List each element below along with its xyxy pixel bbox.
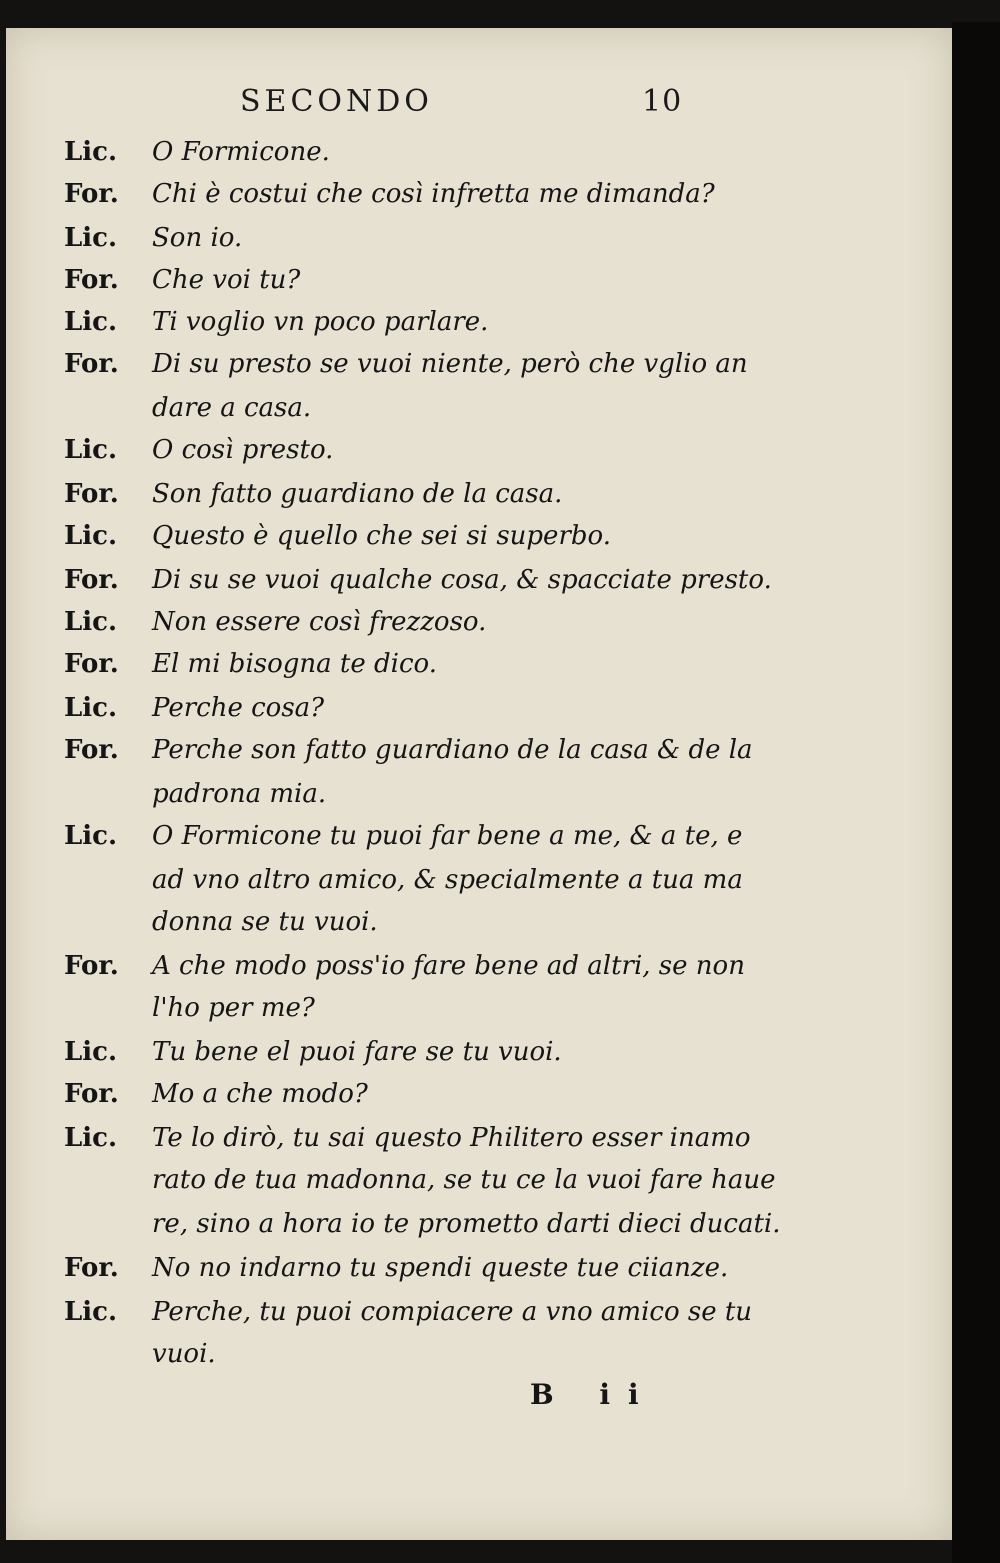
speaker-label: For. bbox=[64, 1253, 119, 1283]
speaker-label: Lic. bbox=[64, 223, 118, 253]
line-text: l'ho per me? bbox=[152, 993, 315, 1023]
line-text: Questo è quello che sei si superbo. bbox=[152, 521, 611, 551]
speaker-label: Lic. bbox=[64, 435, 118, 465]
dialogue-line bbox=[0, 472, 1000, 516]
dialogue-line bbox=[0, 642, 1000, 686]
dialogue-line bbox=[0, 900, 1000, 944]
line-text: vuoi. bbox=[152, 1339, 216, 1369]
line-text: Ti voglio vn poco parlare. bbox=[152, 307, 489, 337]
running-title: SECONDO bbox=[240, 84, 433, 119]
dialogue-line bbox=[0, 600, 1000, 644]
dialogue-line bbox=[0, 858, 1000, 902]
line-text: O così presto. bbox=[152, 435, 334, 465]
dialogue-line bbox=[0, 1332, 1000, 1376]
line-text: Che voi tu? bbox=[152, 265, 301, 295]
speaker-label: Lic. bbox=[64, 307, 118, 337]
line-text: O Formicone. bbox=[152, 137, 330, 167]
line-text: Di su presto se vuoi niente, però che vglio an bbox=[152, 349, 748, 379]
dialogue-line bbox=[0, 986, 1000, 1030]
dialogue-line bbox=[0, 728, 1000, 772]
dialogue-line bbox=[0, 1116, 1000, 1160]
signature-mark: B ii bbox=[530, 1378, 657, 1411]
dialogue-line bbox=[0, 216, 1000, 260]
dialogue-line bbox=[0, 944, 1000, 988]
speaker-label: For. bbox=[64, 479, 119, 509]
line-text: Mo a che modo? bbox=[152, 1079, 368, 1109]
speaker-label: For. bbox=[64, 951, 119, 981]
line-text: Perche cosa? bbox=[152, 693, 325, 723]
line-text: dare a casa. bbox=[152, 393, 312, 423]
speaker-label: For. bbox=[64, 1079, 119, 1109]
speaker-label: Lic. bbox=[64, 693, 118, 723]
speaker-label: Lic. bbox=[64, 1297, 118, 1327]
dialogue-line bbox=[0, 514, 1000, 558]
dialogue-line bbox=[0, 428, 1000, 472]
line-text: Non essere così frezzoso. bbox=[152, 607, 487, 637]
dialogue-line bbox=[0, 1030, 1000, 1074]
dialogue-line bbox=[0, 300, 1000, 344]
dialogue-line bbox=[0, 1158, 1000, 1202]
speaker-label: Lic. bbox=[64, 137, 118, 167]
speaker-label: For. bbox=[64, 265, 119, 295]
line-text: padrona mia. bbox=[152, 779, 327, 809]
speaker-label: For. bbox=[64, 735, 119, 765]
line-text: Perche son fatto guardiano de la casa & de la bbox=[152, 735, 753, 765]
line-text: ad vno altro amico, & specialmente a tua ma bbox=[152, 865, 743, 895]
line-text: Di su se vuoi qualche cosa, & spacciate presto. bbox=[152, 565, 772, 595]
speaker-label: For. bbox=[64, 565, 119, 595]
line-text: Son io. bbox=[152, 223, 243, 253]
dialogue-line bbox=[0, 130, 1000, 174]
speaker-label: Lic. bbox=[64, 607, 118, 637]
line-text: re, sino a hora io te prometto darti dieci ducati. bbox=[152, 1209, 781, 1239]
folio-number: 10 bbox=[642, 84, 683, 119]
dialogue-line bbox=[0, 1290, 1000, 1334]
speaker-label: Lic. bbox=[64, 1037, 118, 1067]
line-text: Perche, tu puoi compiacere a vno amico se tu bbox=[152, 1297, 753, 1327]
dialogue-line bbox=[0, 558, 1000, 602]
dialogue-line bbox=[0, 386, 1000, 430]
speaker-label: Lic. bbox=[64, 821, 118, 851]
dialogue-line bbox=[0, 1202, 1000, 1246]
speaker-label: Lic. bbox=[64, 521, 118, 551]
line-text: No no indarno tu spendi queste tue ciianze. bbox=[152, 1253, 729, 1283]
running-header bbox=[0, 84, 1000, 124]
line-text: donna se tu vuoi. bbox=[152, 907, 378, 937]
line-text: El mi bisogna te dico. bbox=[152, 649, 437, 679]
dialogue-line bbox=[0, 258, 1000, 302]
dialogue-line bbox=[0, 1246, 1000, 1290]
dialogue-line bbox=[0, 686, 1000, 730]
dialogue-line bbox=[0, 814, 1000, 858]
line-text: A che modo poss'io fare bene ad altri, se non bbox=[152, 951, 745, 981]
dialogue-line bbox=[0, 772, 1000, 816]
speaker-label: Lic. bbox=[64, 1123, 118, 1153]
line-text: Son fatto guardiano de la casa. bbox=[152, 479, 563, 509]
line-text: Chi è costui che così infretta me dimanda? bbox=[152, 179, 715, 209]
speaker-label: For. bbox=[64, 349, 119, 379]
line-text: rato de tua madonna, se tu ce la vuoi fare haue bbox=[152, 1165, 776, 1195]
dialogue-line bbox=[0, 342, 1000, 386]
speaker-label: For. bbox=[64, 649, 119, 679]
line-text: O Formicone tu puoi far bene a me, & a te, e bbox=[152, 821, 743, 851]
speaker-label: For. bbox=[64, 179, 119, 209]
line-text: Te lo dirò, tu sai questo Philitero esser inamo bbox=[152, 1123, 751, 1153]
dialogue-line bbox=[0, 1072, 1000, 1116]
dialogue-line bbox=[0, 172, 1000, 216]
line-text: Tu bene el puoi fare se tu vuoi. bbox=[152, 1037, 562, 1067]
